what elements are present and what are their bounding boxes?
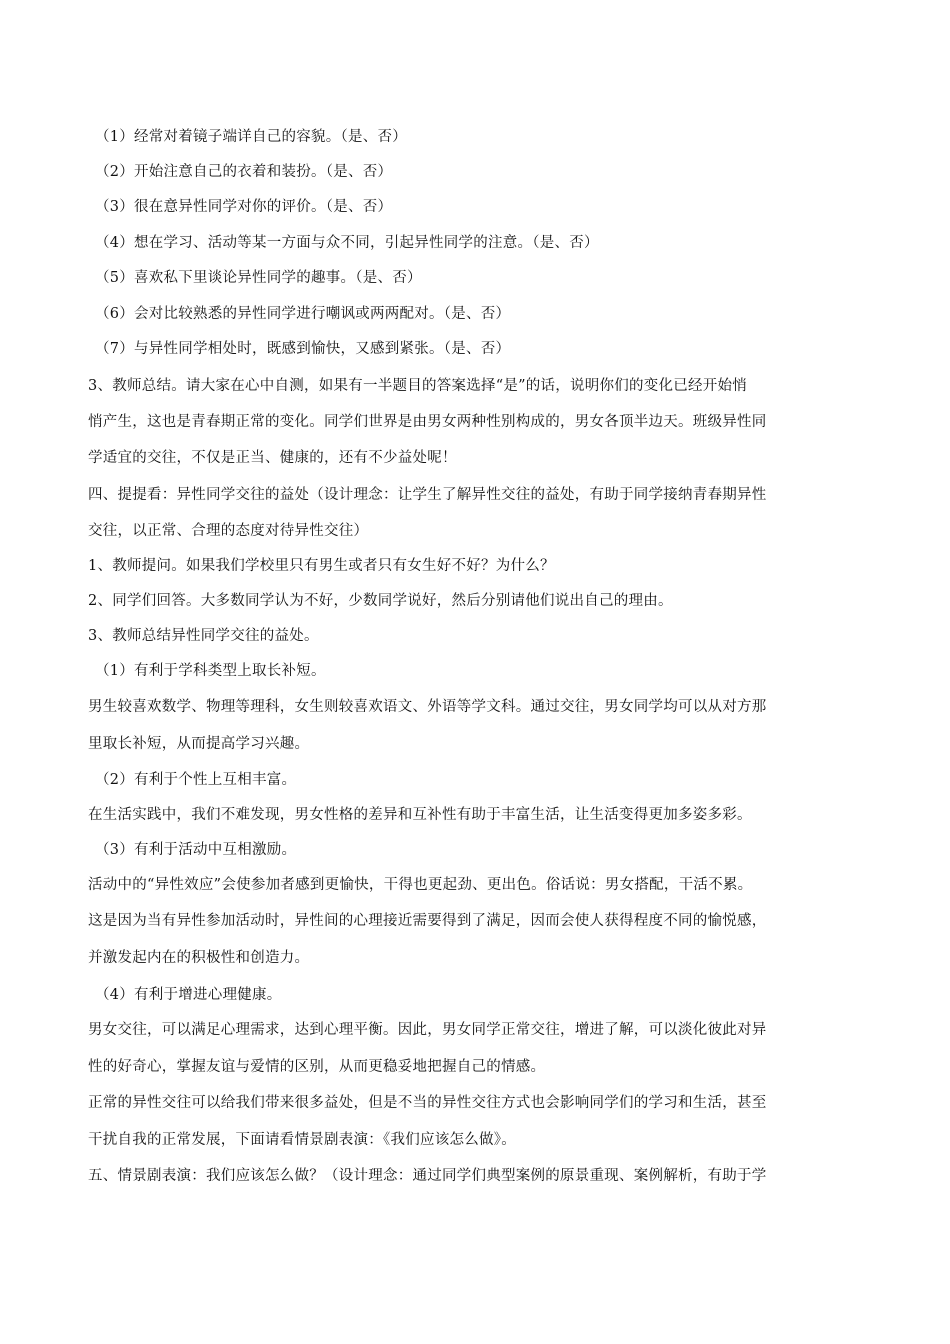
benefit-heading-1: （1）有利于学科类型上取长补短。 bbox=[95, 663, 326, 679]
paragraph-line: 3、教师总结异性同学交往的益处。 bbox=[88, 628, 319, 644]
paragraph-line: 男女交往，可以满足心理需求，达到心理平衡。因此，男女同学正常交往，增进了解，可以淡化彼此对异 bbox=[88, 1022, 767, 1038]
paragraph-line: 里取长补短，从而提高学习兴趣。 bbox=[88, 736, 310, 752]
survey-item-7: （7）与异性同学相处时，既感到愉快，又感到紧张。（是、否） bbox=[95, 341, 511, 357]
paragraph-line: 男生较喜欢数学、物理等理科，女生则较喜欢语文、外语等学文科。通过交往，男女同学均可以从对方那 bbox=[88, 699, 767, 715]
section-heading: 五、情景剧表演：我们应该怎么做？（设计理念：通过同学们典型案例的原景重现、案例解析，有助于学 bbox=[88, 1168, 767, 1184]
paragraph-line: 在生活实践中，我们不难发现，男女性格的差异和互补性有助于丰富生活，让生活变得更加多姿多彩。 bbox=[88, 807, 752, 823]
survey-item-6: （6）会对比较熟悉的异性同学进行嘲讽或两两配对。（是、否） bbox=[95, 306, 511, 322]
paragraph-line: 活动中的“异性效应”会使参加者感到更愉快，干得也更起劲、更出色。俗话说：男女搭配，干活不累。 bbox=[88, 877, 753, 893]
paragraph-line: 正常的异性交往可以给我们带来很多益处，但是不当的异性交往方式也会影响同学们的学习和生活，甚至 bbox=[88, 1095, 767, 1111]
section-heading-continued: 交往，以正常、合理的态度对待异性交往） bbox=[88, 523, 369, 539]
paragraph-line: 干扰自我的正常发展，下面请看情景剧表演：《我们应该怎么做》。 bbox=[88, 1132, 516, 1148]
survey-item-2: （2）开始注意自己的衣着和装扮。（是、否） bbox=[95, 164, 393, 180]
survey-item-1: （1）经常对着镜子端详自己的容貌。（是、否） bbox=[95, 129, 407, 145]
section-heading: 四、提提看：异性同学交往的益处（设计理念：让学生了解异性交往的益处，有助于同学接纳青春期异性 bbox=[88, 487, 767, 503]
paragraph-line: 并激发起内在的积极性和创造力。 bbox=[88, 950, 310, 966]
paragraph-line: 学适宜的交往，不仅是正当、健康的，还有不少益处呢！ bbox=[88, 450, 457, 466]
paragraph-line: 性的好奇心，掌握友谊与爱情的区别，从而更稳妥地把握自己的情感。 bbox=[88, 1059, 546, 1075]
paragraph-line: 3、教师总结。请大家在心中自测，如果有一半题目的答案选择“是”的话，说明你们的变化已经开始悄 bbox=[88, 378, 748, 394]
paragraph-line: 1、教师提问。如果我们学校里只有男生或者只有女生好不好？为什么？ bbox=[88, 558, 555, 574]
benefit-heading-4: （4）有利于增进心理健康。 bbox=[95, 987, 282, 1003]
survey-item-3: （3）很在意异性同学对你的评价。（是、否） bbox=[95, 199, 393, 215]
paragraph-line: 悄产生，这也是青春期正常的变化。同学们世界是由男女两种性别构成的，男女各顶半边天。班级异性同 bbox=[88, 414, 767, 430]
survey-item-5: （5）喜欢私下里谈论异性同学的趣事。（是、否） bbox=[95, 270, 422, 286]
benefit-heading-2: （2）有利于个性上互相丰富。 bbox=[95, 772, 297, 788]
paragraph-line: 2、同学们回答。大多数同学认为不好，少数同学说好，然后分别请他们说出自己的理由。 bbox=[88, 593, 673, 609]
benefit-heading-3: （3）有利于活动中互相激励。 bbox=[95, 842, 297, 858]
survey-item-4: （4）想在学习、活动等某一方面与众不同，引起异性同学的注意。（是、否） bbox=[95, 235, 599, 251]
paragraph-line: 这是因为当有异性参加活动时，异性间的心理接近需要得到了满足，因而会使人获得程度不同的愉悦感， bbox=[88, 913, 767, 929]
